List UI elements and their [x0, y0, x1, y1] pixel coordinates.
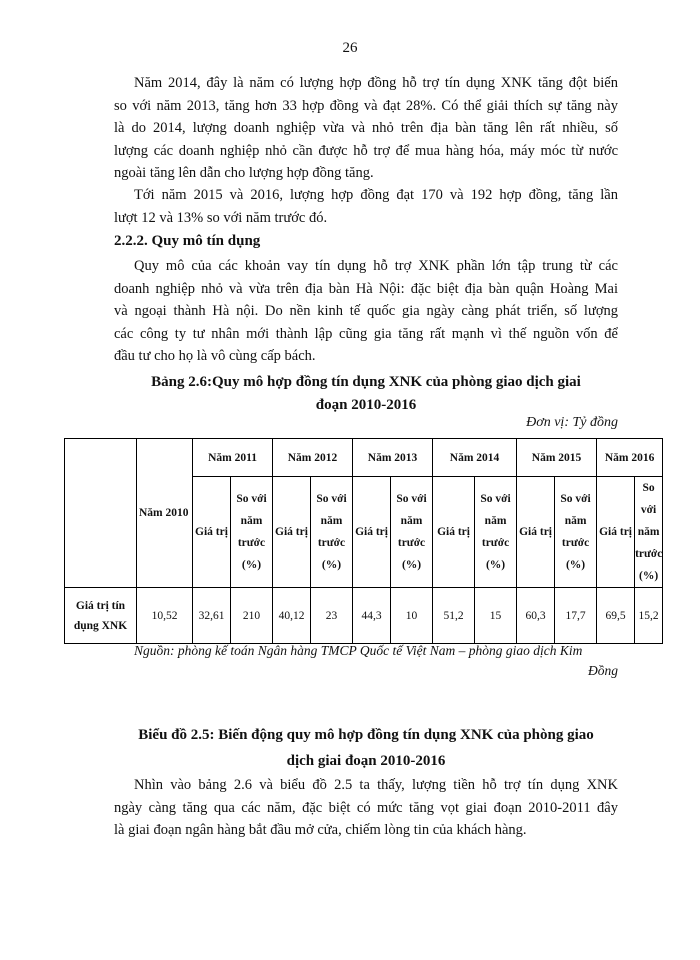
change-cell: 210	[231, 588, 273, 644]
value-subheader: Giá trị	[517, 477, 555, 588]
row-label: Giá trị tín dụng XNK	[65, 588, 137, 644]
paragraph-2015-2016	[114, 184, 618, 229]
compare-subheader: So với năm trước (%)	[311, 477, 353, 588]
value-subheader: Giá trị	[273, 477, 311, 588]
change-cell: 15	[475, 588, 517, 644]
year-header: Năm 2012	[273, 439, 353, 477]
value-subheader: Giá trị	[597, 477, 635, 588]
credit-table	[64, 438, 663, 644]
chart-caption	[114, 722, 618, 774]
text-line: Quy mô của các khoản vay tín dụng hỗ trợ XNK phần lớn tập trung từ các	[134, 258, 618, 274]
table-header-row	[65, 439, 663, 477]
value-cell: 69,5	[597, 588, 635, 644]
text-line: Nhìn vào bảng 2.6 và biểu đồ 2.5 ta thấy, lượng tiền hỗ trợ tín dụng XNK	[134, 777, 618, 793]
compare-subheader: So với năm trước (%)	[555, 477, 597, 588]
text-line: là do 2014, lượng doanh nghiệp vừa và nhỏ trên địa bàn tăng lên rất nhiều, số	[114, 120, 618, 137]
base-year-header: Năm 2010	[137, 439, 193, 588]
page-number: 26	[342, 40, 358, 56]
text-line: đầu tư cho họ là vô cùng cấp bách.	[114, 348, 316, 365]
base-value-cell: 10,52	[137, 588, 193, 644]
year-header: Năm 2016	[597, 439, 663, 477]
value-subheader: Giá trị	[433, 477, 475, 588]
source-line: Nguồn: phòng kế toán Ngân hàng TMCP Quốc tế Việt Nam – phòng giao dịch Kim	[134, 643, 583, 658]
value-subheader: Giá trị	[353, 477, 391, 588]
change-cell: 10	[391, 588, 433, 644]
section-heading: 2.2.2. Quy mô tín dụng	[114, 233, 261, 249]
chart-caption-line: Biểu đồ 2.5: Biến động quy mô hợp đồng tín dụng XNK của phòng giao	[138, 727, 594, 743]
text-line: Tới năm 2015 và 2016, lượng hợp đồng đạt 170 và 192 hợp đồng, tăng lần	[134, 187, 618, 203]
value-cell: 51,2	[433, 588, 475, 644]
compare-subheader: So với năm trước (%)	[391, 477, 433, 588]
compare-subheader: So với năm trước (%)	[635, 477, 663, 588]
text-line: lượng các doanh nghiệp nhỏ cần được hỗ trợ để mua hàng hóa, máy móc từ nước	[114, 142, 618, 159]
compare-subheader: So với năm trước (%)	[231, 477, 273, 588]
text-line: ngày càng tăng qua các năm, đặc biệt có mức tăng vọt giai đoạn 2010-2011 đây	[114, 799, 618, 816]
text-line: và ngoại thành Hà nội. Do nền kinh tế quốc gia ngày càng phát triển, số lượng	[114, 303, 618, 320]
text-line: lượt 12 và 13% so với năm trước đó.	[114, 209, 328, 226]
paragraph-conclusion	[114, 774, 618, 842]
paragraph-credit-scale	[114, 255, 618, 368]
year-header: Năm 2015	[517, 439, 597, 477]
paragraph-2014	[114, 72, 618, 185]
text-line: so với năm 2013, tăng hơn 33 hợp đồng và đạt 28%. Có thể giải thích sự tăng này	[114, 97, 618, 114]
year-header: Năm 2013	[353, 439, 433, 477]
table-caption	[114, 371, 618, 416]
value-cell: 60,3	[517, 588, 555, 644]
table-caption-line: Bảng 2.6:Quy mô hợp đồng tín dụng XNK của phòng giao dịch giai	[151, 374, 581, 390]
year-header: Năm 2011	[193, 439, 273, 477]
value-cell: 44,3	[353, 588, 391, 644]
text-line: các công ty tư nhân mới thành lập cũng gia tăng rất mạnh vì thế nguồn vốn để	[114, 325, 618, 342]
value-subheader: Giá trị	[193, 477, 231, 588]
year-header: Năm 2014	[433, 439, 517, 477]
corner-cell	[65, 439, 137, 588]
text-line: là giai đoạn ngân hàng bắt đầu mở cửa, chiếm lòng tin của khách hàng.	[114, 822, 527, 839]
chart-caption-line: dịch giai đoạn 2010-2016	[286, 753, 446, 769]
change-cell: 23	[311, 588, 353, 644]
change-cell: 15,2	[635, 588, 663, 644]
source-line: Đồng	[588, 663, 618, 678]
text-line: ngoài tăng lên dẫn cho lượng hợp đồng tăng.	[114, 165, 374, 182]
compare-subheader: So với năm trước (%)	[475, 477, 517, 588]
table-row	[65, 588, 663, 644]
value-cell: 32,61	[193, 588, 231, 644]
unit-note: Đơn vị: Tỷ đồng	[526, 415, 618, 430]
value-cell: 40,12	[273, 588, 311, 644]
change-cell: 17,7	[555, 588, 597, 644]
text-line: doanh nghiệp nhỏ và vừa trên địa bàn Hà Nội: đặc biệt địa bàn quận Hoàng Mai	[114, 280, 618, 297]
source-note	[134, 641, 618, 681]
table-caption-line: đoạn 2010-2016	[315, 396, 417, 413]
text-line: Năm 2014, đây là năm có lượng hợp đồng hỗ trợ tín dụng XNK tăng đột biến	[134, 75, 618, 91]
